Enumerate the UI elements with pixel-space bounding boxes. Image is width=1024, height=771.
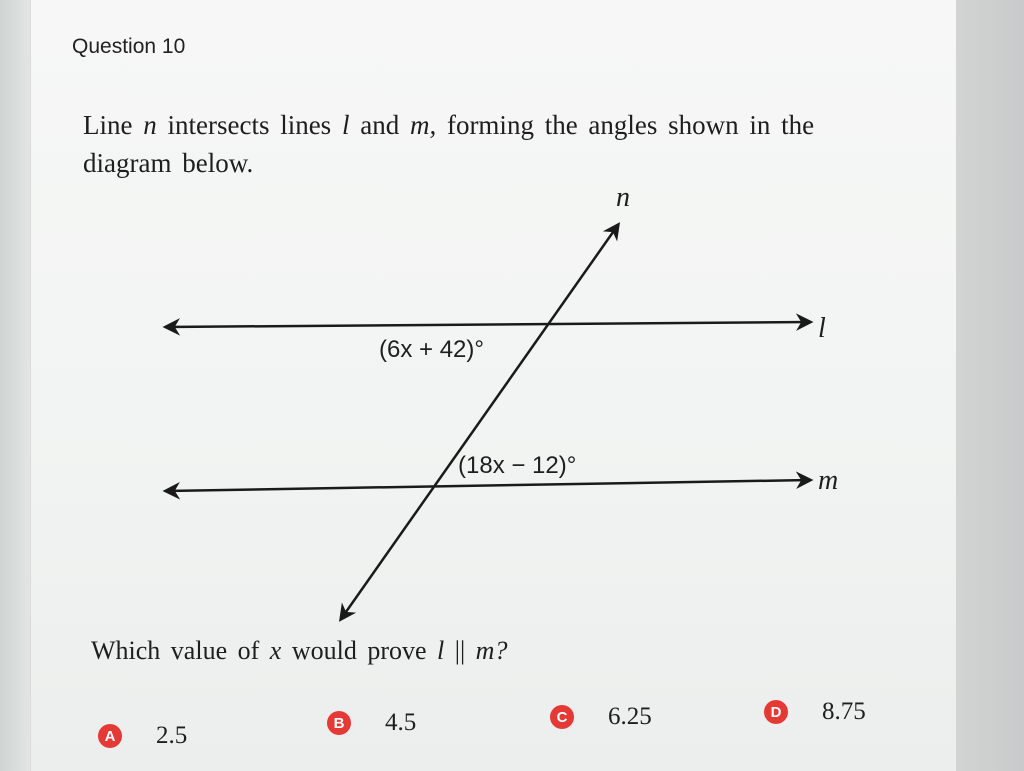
question-prompt: Which value of x would prove l || m? [91,636,508,665]
angle-label-bottom: (18x − 12)° [458,452,577,479]
choice-b-value: 4.5 [385,709,417,736]
question-header: Question 10 [72,35,186,58]
stem-line-1: Line n intersects lines l and m, forming the angles shown in the [83,110,815,140]
stem-line-2: diagram below. [83,148,254,178]
choice-a-value: 2.5 [156,722,188,749]
angle-label-top: (6x + 42)° [379,336,484,363]
choice-c-value: 6.25 [608,703,652,730]
choice-c-badge: C [550,705,574,729]
choice-a[interactable] [98,722,187,750]
choice-b[interactable] [327,709,416,737]
label-l: l [818,313,826,344]
choice-d-value: 8.75 [822,698,866,725]
line-n [341,225,618,619]
line-m [166,480,810,491]
choice-d[interactable] [764,698,866,726]
line-l [166,322,810,327]
choice-b-badge: B [327,711,351,735]
label-m: m [818,465,839,496]
choice-c[interactable] [550,703,652,731]
choice-a-badge: A [98,724,122,748]
choice-d-badge: D [764,700,788,724]
label-n: n [616,182,630,213]
